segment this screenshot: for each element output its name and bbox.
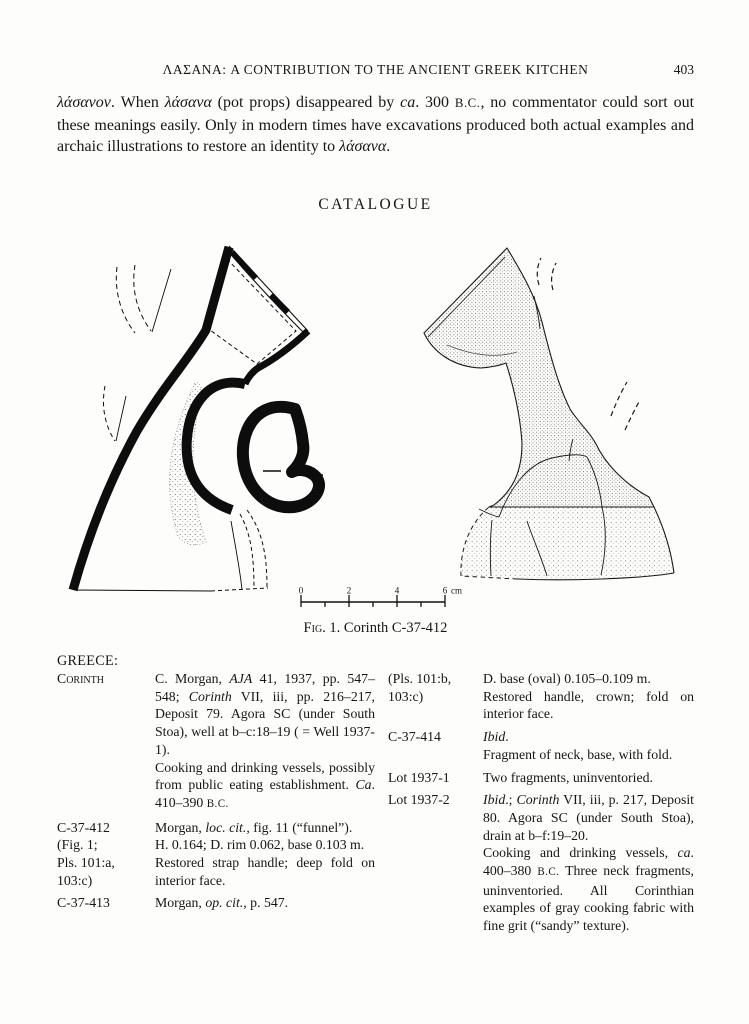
right-entries bbox=[388, 670, 694, 935]
profile-section-drawing bbox=[59, 233, 394, 595]
entry-label: Lot 1937-2 bbox=[388, 792, 450, 808]
svg-text:2: 2 bbox=[346, 585, 352, 596]
running-head-title: ΛΑΣΑΝΑ: A CONTRIBUTION TO THE ANCIENT GREEK KITCHEN bbox=[162, 62, 589, 77]
catalogue-entry bbox=[388, 791, 694, 935]
catalogue-entry bbox=[388, 670, 694, 723]
stippled-perspective-drawing bbox=[399, 233, 711, 603]
intro-paragraph: λάσανον. When λάσανα (pot props) disappeared by ca. 300 B.C., no commentator could sort out these meanings easily. Only in modern times have excavations produced both actual examples and archaic illustrations to restore an identity to λάσανα. bbox=[57, 94, 695, 155]
svg-text:cm: cm bbox=[451, 585, 462, 596]
entry-text: C. Morgan, AJA 41, 1937, pp. 547–548; Corinth VII, iii, pp. 216–217, Deposit 79. Agora SC (under South Stoa), well at b–c:18–19 ( = Well 1937-1). Cooking and drinking vessels, possibly from public eating establishment. Ca. 410–390 B.C. bbox=[155, 671, 375, 810]
catalogue-entry bbox=[388, 769, 694, 787]
entry-label: (Pls. 101:b, 103:c) bbox=[388, 671, 452, 704]
svg-text:0: 0 bbox=[298, 585, 304, 596]
scale-bar bbox=[297, 585, 475, 611]
entry-text: Morgan, loc. cit., fig. 11 (“funnel”). H. 0.164; D. rim 0.062, base 0.103 m. Restored strap handle; deep fold on interior face. bbox=[155, 819, 375, 888]
entry-text: Morgan, op. cit., p. 547. bbox=[155, 895, 289, 911]
entry-label: C-37-412 (Fig. 1; Pls. 101:a, 103:c) bbox=[57, 819, 115, 888]
entry-text: Ibid. Fragment of neck, base, with fold. bbox=[483, 729, 673, 762]
running-head bbox=[57, 62, 694, 78]
entry-label: C-37-413 bbox=[57, 895, 110, 911]
entry-text: Ibid.; Corinth VII, iii, p. 217, Deposit 80. Agora SC (under South Stoa), drain at b–f:19–20. Cooking and drinking vessels, ca. 400–380 B.C. Three neck fragments, uninventoried. All Corinthian examples of gray cooking fabric with fine grit (“sandy” texture). bbox=[483, 792, 695, 934]
catalogue-entry bbox=[57, 819, 375, 890]
catalogue-entry bbox=[388, 728, 694, 763]
catalogue-section bbox=[57, 652, 694, 940]
catalogue-right-column bbox=[388, 652, 694, 940]
profile-drawing-strokes bbox=[73, 246, 323, 591]
entry-text: Two fragments, uninventoried. bbox=[483, 769, 653, 785]
perspective-drawing-strokes bbox=[424, 248, 674, 580]
entry-text: D. base (oval) 0.105–0.109 m. Restored handle, crown; fold on interior face. bbox=[483, 671, 694, 722]
catalogue-entry bbox=[57, 894, 375, 912]
figure-1 bbox=[57, 233, 694, 648]
region-heading: GREECE: bbox=[57, 653, 119, 669]
entry-label: Corinth bbox=[57, 671, 104, 686]
svg-text:4: 4 bbox=[394, 585, 400, 596]
entry-label: Lot 1937-1 bbox=[388, 769, 450, 785]
catalogue-heading: CATALOGUE bbox=[318, 196, 433, 213]
svg-text:6: 6 bbox=[442, 585, 448, 596]
page-number: 403 bbox=[673, 62, 694, 77]
entry-label: C-37-414 bbox=[388, 729, 441, 745]
left-entries bbox=[57, 670, 375, 912]
catalogue-entry bbox=[57, 670, 375, 814]
figure-caption: Fig. 1. Corinth C-37-412 bbox=[303, 620, 448, 636]
catalogue-left-column bbox=[57, 652, 375, 940]
